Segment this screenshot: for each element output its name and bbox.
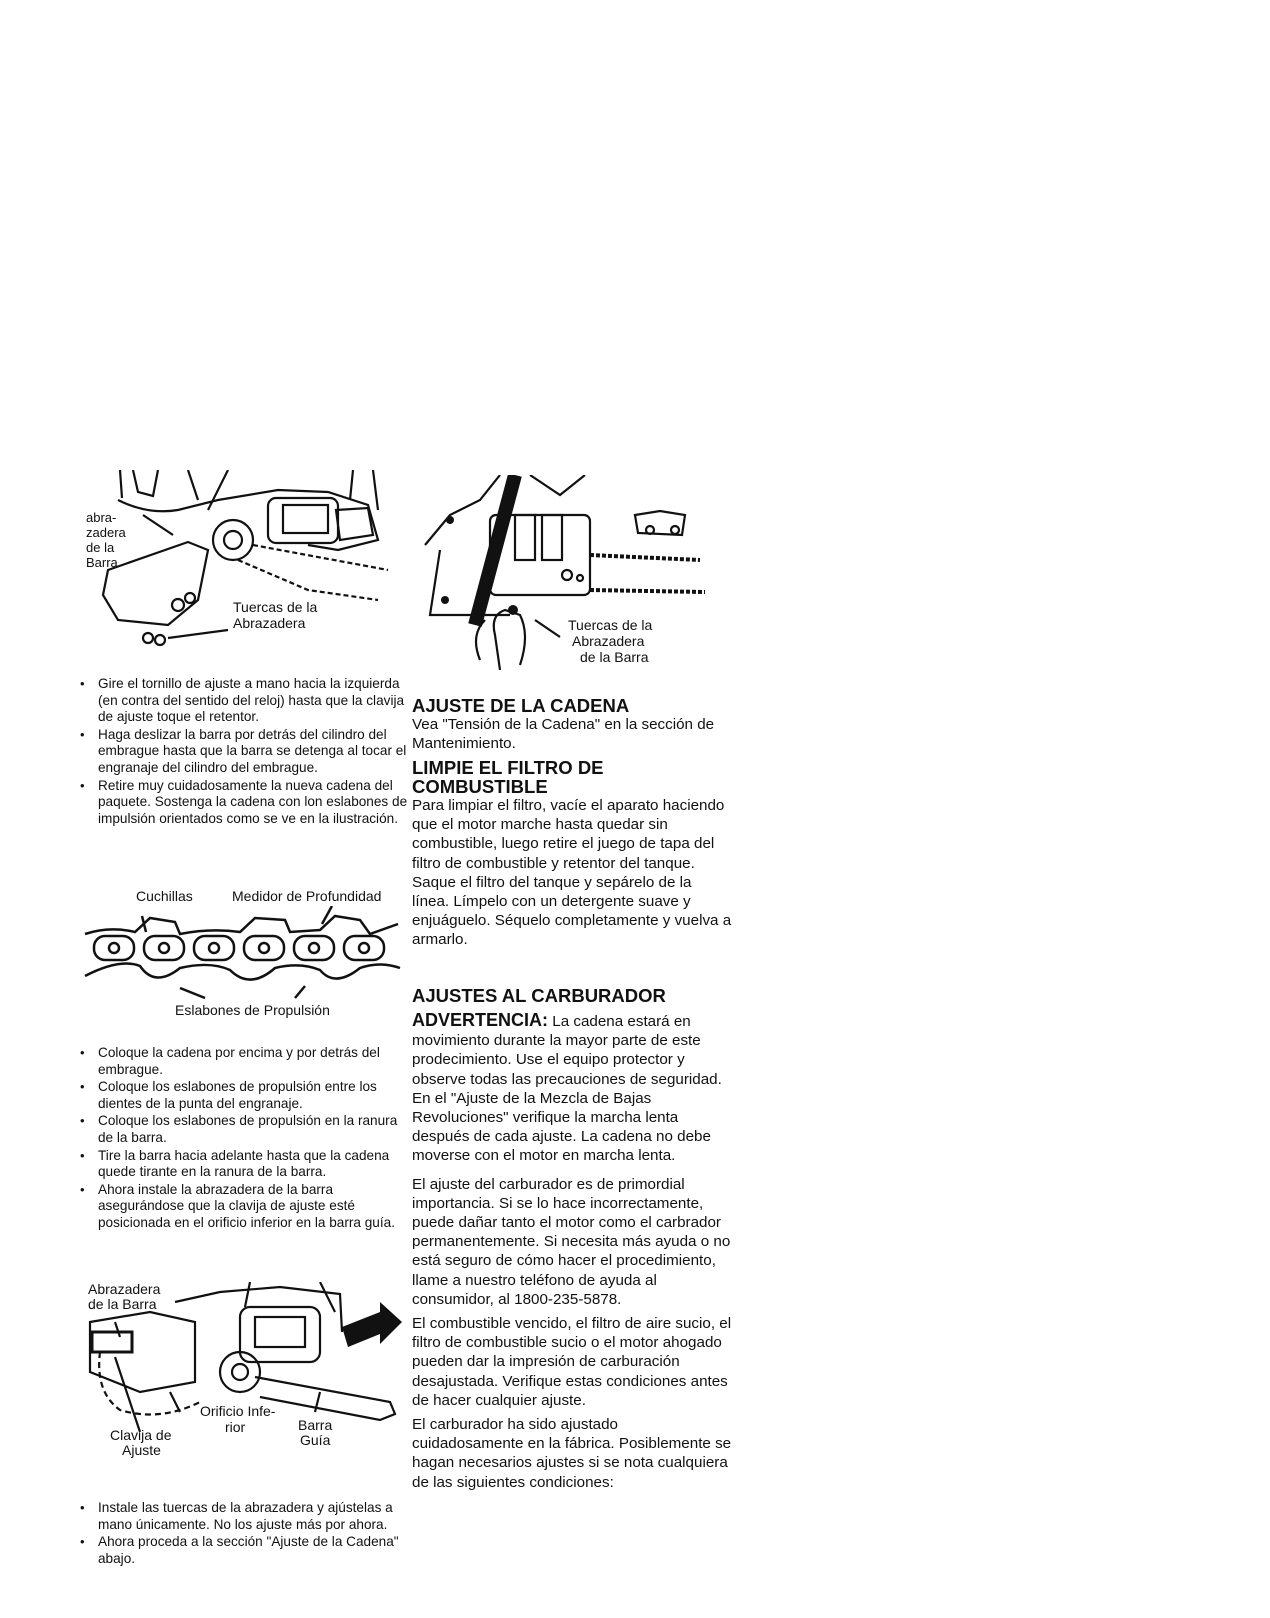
label-nuts-line2: Abrazadera — [572, 633, 645, 649]
bullet-item: • Ahora instale la abrazadera de la barra asegurándose que la clavija de ajuste esté posicionada en el orificio inferior en la barra guía. — [80, 1182, 415, 1232]
instructions-list-1 — [80, 676, 415, 828]
saw-illustration-1 — [78, 470, 408, 660]
label-clamp-line1: Abrazadera — [88, 1282, 161, 1297]
label-nuts-line1: Tuercas de la — [568, 617, 653, 633]
label-clamp-line2: de la Barra — [88, 1296, 157, 1312]
section-chain-adjust — [412, 696, 732, 753]
label-depth-gauge: Medidor de Profundidad — [232, 888, 382, 904]
warning-text: La cadena estará en movimiento durante la mayor parte de este prodecimiento. Use el equipo protector y observe todas las precauciones de seguridad. En el "Ajuste de la Mezcla de Bajas Revoluciones" verifique la marcha lenta después de cada ajuste. La cadena no debe moverse con el motor en marcha lenta. — [412, 1013, 722, 1165]
bullet-item: • Gire el tornillo de ajuste a mano hacia la izquierda (en contra del sentido del reloj) hasta que la clavija de ajuste toque el retentor. — [80, 676, 415, 726]
label-nuts-line2: Abrazadera — [233, 615, 306, 631]
bullet-item: • Tire la barra hacia adelante hasta que la cadena quede tirante en la ranura de la barra. — [80, 1148, 415, 1181]
section-heading: LIMPIE EL FILTRO DE COMBUSTIBLE — [412, 757, 604, 797]
label-nuts-line3: de la Barra — [580, 649, 649, 665]
instructions-list-3 — [80, 1500, 415, 1568]
figure-bar-clamp — [78, 470, 408, 660]
label-clamp-line1: abra- — [86, 510, 117, 525]
warning-paragraph — [412, 1011, 732, 1166]
bullet-item: • Retire muy cuidadosamente la nueva cadena del paquete. Sostenga la cadena con lon eslabones de impulsión orientados como se ve en la ilustración. — [80, 778, 415, 828]
label-bar-line1: Barra — [298, 1417, 333, 1433]
section-fuel-filter — [412, 758, 732, 950]
section-heading: AJUSTE DE LA CADENA — [412, 695, 630, 716]
label-clamp-line2: zadera — [86, 525, 126, 540]
label-drive-links: Eslabones de Propulsión — [175, 1002, 330, 1018]
label-pin-line1: Clavija de — [110, 1427, 172, 1443]
label-bar-line2: Guía — [300, 1432, 331, 1448]
chain-illustration — [80, 906, 410, 1001]
bullet-item: • Coloque los eslabones de propulsión en la ranura de la barra. — [80, 1113, 415, 1146]
carb-paragraph-3: El carburador ha sido ajustado cuidadosamente en la fábrica. Posiblemente se hagan necesarios ajustes si se nota cualquiera de las siguientes condiciones: — [412, 1416, 732, 1491]
section-heading: AJUSTES AL CARBURADOR — [412, 985, 666, 1006]
carb-paragraph-2: El combustible vencido, el filtro de aire sucio, el filtro de combustible sucio o el motor ahogado pueden dar la impresión de carburación desajustada. Verifique estas condiciones antes de hacer cualquier ajuste. — [412, 1315, 732, 1409]
figure-chain — [80, 888, 410, 1028]
instructions-list-2 — [80, 1045, 415, 1233]
bullet-item: • Haga deslizar la barra por detrás del cilindro del embrague hasta que la barra se detenga al tocar el engranaje del cilindro del embrague. — [80, 727, 415, 777]
label-hole-line1: Orificio Infe- — [200, 1403, 276, 1419]
section-text: Vea "Tensión de la Cadena" en la sección de Mantenimiento. — [412, 716, 715, 753]
warning-label: ADVERTENCIA: — [412, 1010, 549, 1030]
carb-paragraph-1: El ajuste del carburador es de primordial importancia. Si se lo hace incorrectamente, puede dañar tanto el motor como el carbrador permanentemente. Si necesita más ayuda o no está seguro de cómo hacer el procedimiento, llame a nuestro teléfono de ayuda al consumidor, al 1800-235-5878. — [412, 1175, 731, 1308]
figure-bar-install — [80, 1282, 410, 1482]
bullet-item: • Coloque los eslabones de propulsión entre los dientes de la punta del engranaje. — [80, 1079, 415, 1112]
label-nuts-line1: Tuercas de la — [233, 599, 318, 615]
bullet-item: • Coloque la cadena por encima y por detrás del embrague. — [80, 1045, 415, 1078]
section-text: Para limpiar el filtro, vacíe el aparato haciendo que el motor marche hasta quedar sin combustible, luego retire el juego de tapa del filtro de combustible y retentor del tanque. Saque el filtro del tanque y sepárelo de la línea. Límpelo con un detergente suave y enjuáguelo. Séquelo completamente y vuelva a armarlo. — [412, 797, 732, 949]
saw-illustration-2 — [420, 475, 710, 670]
label-pin-line2: Ajuste — [122, 1442, 161, 1458]
section-carburetor — [412, 986, 732, 1492]
label-hole-line2: rior — [225, 1419, 246, 1435]
figure-tighten-nuts — [420, 475, 710, 670]
direction-arrow — [342, 1302, 402, 1347]
bullet-item: • Ahora proceda a la sección "Ajuste de la Cadena" abajo. — [80, 1534, 415, 1567]
bullet-item: • Instale las tuercas de la abrazadera y ajústelas a mano únicamente. No los ajuste más por ahora. — [80, 1500, 415, 1533]
label-clamp-line3: de la — [86, 540, 115, 555]
label-clamp-line4: Barra — [86, 555, 118, 570]
label-cutters: Cuchillas — [136, 888, 193, 904]
saw-illustration-3 — [80, 1282, 410, 1482]
